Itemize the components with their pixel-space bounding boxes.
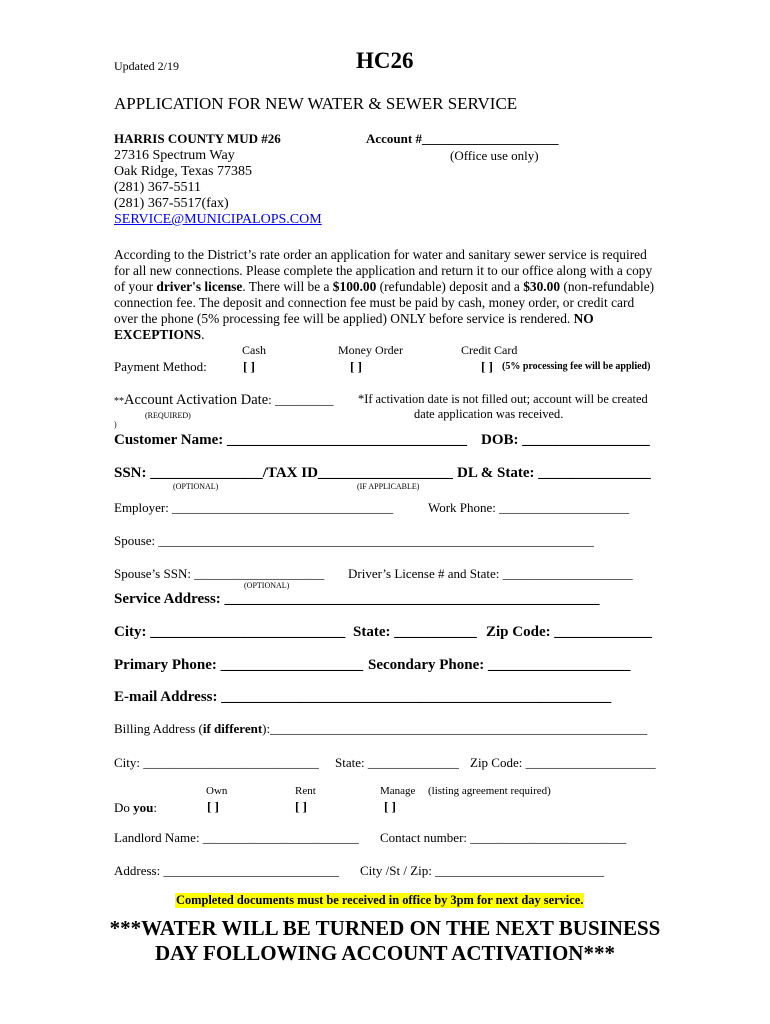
do-you-label: Do you: bbox=[114, 800, 157, 815]
payment-credit-card-checkbox[interactable]: [ ] bbox=[481, 359, 493, 374]
landlord-contact-field[interactable]: Contact number: ________________________ bbox=[380, 830, 627, 845]
billing-state-field[interactable]: State: ______________ bbox=[335, 755, 459, 770]
payment-credit-card-label: Credit Card bbox=[461, 343, 518, 357]
payment-method-label: Payment Method: bbox=[114, 359, 207, 374]
primary-phone-field[interactable]: Primary Phone: ___________________ bbox=[114, 657, 364, 673]
page-title: APPLICATION FOR NEW WATER & SEWER SERVICE bbox=[114, 94, 518, 113]
district-email-link[interactable]: SERVICE@MUNICIPALOPS.COM bbox=[114, 212, 322, 227]
stray-paren: ) bbox=[114, 420, 117, 429]
account-number-field[interactable]: Account #_____________________ bbox=[366, 131, 559, 146]
district-phone: (281) 367-5511 bbox=[114, 180, 201, 195]
payment-money-order-label: Money Order bbox=[338, 343, 403, 357]
cc-fee-note: (5% processing fee will be applied) bbox=[502, 361, 651, 372]
dl-state-field[interactable]: DL & State: _______________ bbox=[457, 465, 651, 481]
state-field[interactable]: State: ___________ bbox=[353, 624, 477, 640]
landlord-city-st-zip-field[interactable]: City /St / Zip: __________________________ bbox=[360, 863, 605, 878]
manage-label: Manage bbox=[380, 785, 416, 797]
city-field[interactable]: City: __________________________ bbox=[114, 624, 346, 640]
zip-field[interactable]: Zip Code: _____________ bbox=[486, 624, 652, 640]
billing-address-field[interactable]: Billing Address (if different):__________________________________________________________ bbox=[114, 721, 648, 736]
intro-paragraph: According to the District’s rate order an application for water and sanitary sewer service is required for all new connections. Please complete the application and return it to our office along with a copy of your driver's license. There will be a $100.00 (refundable) deposit and a $30.00 (non-refundable) connection fee. The deposit and connection fee must be paid by cash, money order, or credit card over the phone (5% processing fee will be applied) ONLY before service is rendered. NO EXCEPTIONS. bbox=[114, 247, 655, 342]
landlord-name-field[interactable]: Landlord Name: ________________________ bbox=[114, 830, 359, 845]
rent-checkbox[interactable]: [ ] bbox=[295, 799, 307, 814]
payment-cash-label: Cash bbox=[242, 343, 266, 357]
payment-money-order-checkbox[interactable]: [ ] bbox=[350, 359, 362, 374]
activation-note-1: *If activation date is not filled out; account will be created bbox=[358, 392, 648, 406]
ssn-optional-note: (OPTIONAL) bbox=[173, 482, 219, 491]
spouse-ssn-field[interactable]: Spouse’s SSN: ____________________ bbox=[114, 566, 325, 581]
dob-field[interactable]: DOB: _________________ bbox=[481, 432, 650, 448]
form-code: HC26 bbox=[356, 48, 414, 73]
spouse-field[interactable]: Spouse: ___________________________________________________________________ bbox=[114, 533, 594, 548]
secondary-phone-field[interactable]: Secondary Phone: ___________________ bbox=[368, 657, 631, 673]
own-checkbox[interactable]: [ ] bbox=[207, 799, 219, 814]
district-fax: (281) 367-5517(fax) bbox=[114, 196, 229, 211]
taxid-if-applicable-note: (IF APPLICABLE) bbox=[357, 482, 420, 491]
deadline-notice: Completed documents must be received in office by 3pm for next day service. bbox=[176, 893, 584, 907]
rent-label: Rent bbox=[295, 785, 316, 797]
activation-date-row: **Account Activation Date: _________ bbox=[114, 392, 334, 408]
email-address-field[interactable]: E-mail Address: ____________________________________________________ bbox=[114, 689, 612, 705]
district-street: 27316 Spectrum Way bbox=[114, 148, 235, 163]
service-address-field[interactable]: Service Address: __________________________________________________ bbox=[114, 591, 600, 607]
customer-name-field[interactable]: Customer Name: ________________________________ bbox=[114, 432, 468, 448]
ssn-taxid-field[interactable]: SSN: _______________/TAX ID__________________ bbox=[114, 465, 453, 481]
district-city: Oak Ridge, Texas 77385 bbox=[114, 164, 252, 179]
office-use-note: (Office use only) bbox=[450, 148, 539, 163]
spouse-ssn-optional-note: (OPTIONAL) bbox=[244, 581, 290, 590]
own-label: Own bbox=[206, 785, 228, 797]
employer-field[interactable]: Employer: __________________________________ bbox=[114, 500, 394, 515]
activation-date-input[interactable] bbox=[228, 393, 354, 409]
spouse-dl-field[interactable]: Driver’s License # and State: ____________________ bbox=[348, 566, 633, 581]
activation-note-2: date application was received. bbox=[414, 407, 564, 421]
required-note: (REQUIRED) bbox=[145, 411, 191, 420]
water-notice-line-2: DAY FOLLOWING ACCOUNT ACTIVATION*** bbox=[155, 941, 615, 965]
work-phone-field[interactable]: Work Phone: ____________________ bbox=[428, 500, 630, 515]
district-name: HARRIS COUNTY MUD #26 bbox=[114, 131, 281, 146]
payment-cash-checkbox[interactable]: [ ] bbox=[243, 359, 255, 374]
manage-checkbox[interactable]: [ ] bbox=[384, 799, 396, 814]
billing-zip-field[interactable]: Zip Code: ____________________ bbox=[470, 755, 656, 770]
landlord-address-field[interactable]: Address: ___________________________ bbox=[114, 863, 339, 878]
billing-city-field[interactable]: City: ___________________________ bbox=[114, 755, 319, 770]
water-notice-line-1: ***WATER WILL BE TURNED ON THE NEXT BUSINESS bbox=[109, 916, 661, 940]
updated-date: Updated 2/19 bbox=[114, 59, 179, 73]
manage-note: (listing agreement required) bbox=[428, 785, 551, 797]
